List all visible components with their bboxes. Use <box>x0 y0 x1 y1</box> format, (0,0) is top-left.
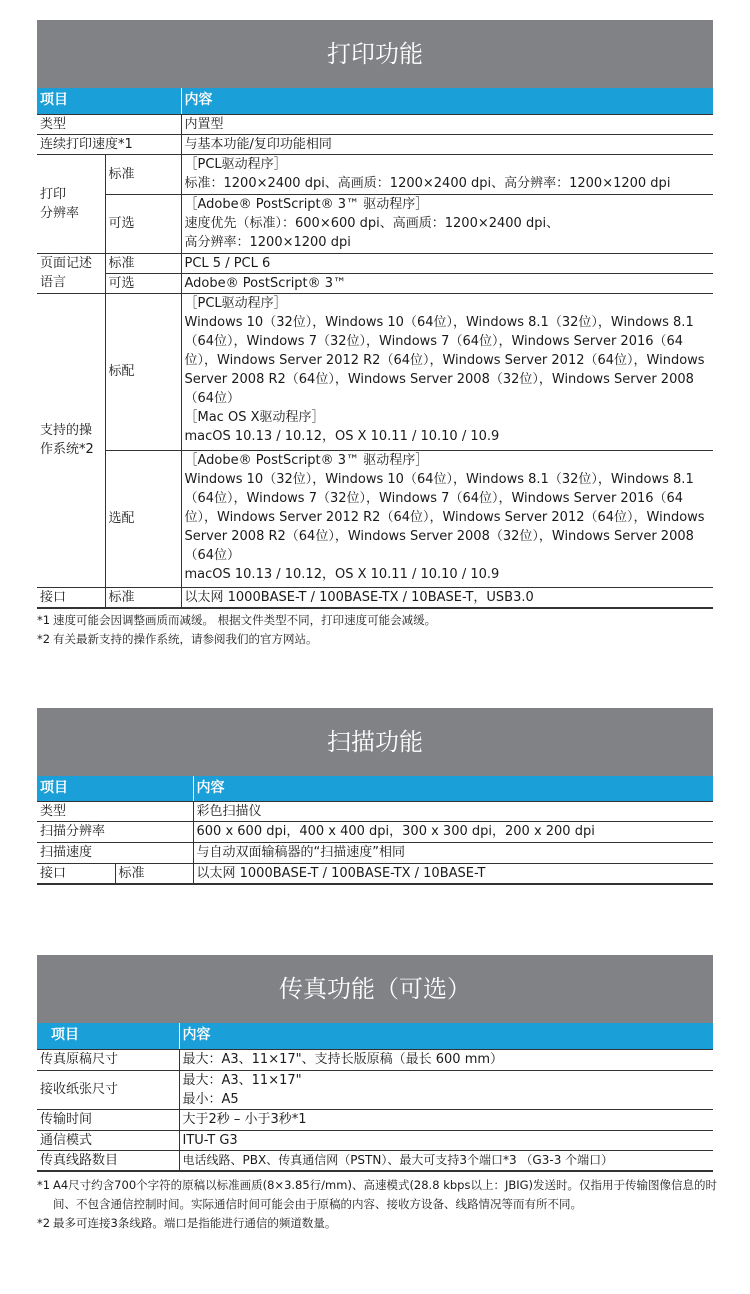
print-section-banner <box>37 20 713 88</box>
sub-label: 标准 <box>105 253 181 273</box>
table-row <box>37 273 713 293</box>
table-row <box>37 134 713 154</box>
footnote-text: 速度可能会因调整画质而减缓。 根据文件类型不同，打印速度可能会减缓。 <box>53 613 437 627</box>
row-value: 600 x 600 dpi，400 x 400 dpi，300 x 300 dpi，200 x 200 dpi <box>193 821 713 842</box>
row-label: 接口 <box>37 863 115 884</box>
pdl-label <box>37 253 105 293</box>
value-line: ［PCL驱动程序］ <box>184 295 287 311</box>
row-value: 最大：A3、11×17"、支持长版原稿（最长 600 mm） <box>179 1049 713 1070</box>
table-row <box>37 821 713 842</box>
row-value: 内置型 <box>181 114 713 134</box>
sub-label: 标配 <box>105 293 181 450</box>
value-line: 最小：A5 <box>182 1091 239 1107</box>
label-line: 支持的操 <box>40 423 93 438</box>
row-value <box>181 194 713 253</box>
value-line: ［Adobe® PostScript® 3™ 驱动程序］ <box>184 452 429 468</box>
footnote-text: 有关最新支持的操作系统，请参阅我们的官方网站。 <box>53 632 318 646</box>
label-line: 页面记述 <box>40 256 93 271</box>
sub-label: 可选 <box>105 194 181 253</box>
header-item: 项目 <box>37 1023 179 1049</box>
value-line: macOS 10.13 / 10.12，OS X 10.11 / 10.10 / 10.9 <box>184 566 500 582</box>
footnote <box>37 1176 717 1214</box>
table-header-row <box>37 88 713 114</box>
header-content: 内容 <box>181 88 713 114</box>
value-line: ［Adobe® PostScript® 3™ 驱动程序］ <box>184 197 429 212</box>
print-notes <box>37 611 717 649</box>
sub-label: 选配 <box>105 450 181 587</box>
row-value: 以太网 1000BASE-T / 100BASE-TX / 10BASE-T，USB3.0 <box>181 587 713 608</box>
value-line: 标准：1200×2400 dpi、高画质：1200×2400 dpi、高分辨率：1200×1200 dpi <box>184 176 671 191</box>
table-row <box>37 1150 713 1171</box>
header-item: 项目 <box>37 776 193 801</box>
header-content: 内容 <box>193 776 713 801</box>
table-row <box>37 842 713 863</box>
row-value <box>181 450 713 587</box>
sub-label: 标准 <box>105 587 181 608</box>
footnote <box>37 611 717 630</box>
row-value: PCL 5 / PCL 6 <box>181 253 713 273</box>
row-value: 彩色扫描仪 <box>193 801 713 821</box>
row-value: 电话线路、PBX、传真通信网（PSTN）、最大可支持3个端口*3 （G3-3 个端口） <box>179 1150 713 1171</box>
footnote-text: 最多可连接3条线路。端口是指能进行通信的频道数量。 <box>53 1216 337 1230</box>
table-row <box>37 293 713 450</box>
label-line: 语言 <box>40 275 67 290</box>
fax-spec-table <box>37 1023 713 1172</box>
footnote-mark: *2 <box>37 632 51 646</box>
row-value <box>181 154 713 194</box>
row-label: 传输时间 <box>37 1109 179 1130</box>
table-row <box>37 1109 713 1130</box>
row-value: ITU-T G3 <box>179 1130 713 1150</box>
table-row <box>37 450 713 587</box>
row-label: 连续打印速度*1 <box>37 134 181 154</box>
value-line: 最大：A3、11×17" <box>182 1072 302 1088</box>
value-line: 高分辨率：1200×1200 dpi <box>184 235 351 250</box>
print-spec-table <box>37 88 713 609</box>
row-label: 传真原稿尺寸 <box>37 1049 179 1070</box>
table-row <box>37 1049 713 1070</box>
table-row <box>37 587 713 608</box>
os-list: Windows 10（32位），Windows 10（64位），Windows 8.1（32位），Windows 8.1（64位），Windows 7（32位），Windows 7（64位），Windows Server 2016（64位），Windows Server 2012 R2（64位），Windows Server 2012（64位），Windows Server 2008 R2（64位），Windows Server 2008（32位），Windows Server 2008（64位） <box>184 471 705 563</box>
value-line: ［PCL驱动程序］ <box>184 157 287 172</box>
scan-spec-table <box>37 776 713 885</box>
row-label: 接口 <box>37 587 105 608</box>
row-label: 类型 <box>37 114 181 134</box>
header-content: 内容 <box>179 1023 713 1049</box>
table-row <box>37 1070 713 1109</box>
row-value <box>179 1070 713 1109</box>
resolution-label <box>37 154 105 253</box>
row-label: 传真线路数目 <box>37 1150 179 1171</box>
row-label: 接收纸张尺寸 <box>37 1070 179 1109</box>
table-header-row <box>37 776 713 801</box>
sub-label: 标准 <box>105 154 181 194</box>
table-row <box>37 154 713 194</box>
label-line: 作系统*2 <box>40 442 94 457</box>
fax-section-title: 传真功能（可选） <box>279 975 471 1003</box>
header-item: 项目 <box>37 88 181 114</box>
print-section-title: 打印功能 <box>327 40 423 68</box>
row-label: 类型 <box>37 801 193 821</box>
row-label: 扫描速度 <box>37 842 193 863</box>
footnote <box>37 630 717 649</box>
table-row <box>37 194 713 253</box>
sub-label: 可选 <box>105 273 181 293</box>
footnote-mark: *1 <box>37 1178 51 1192</box>
fax-section-banner <box>37 955 713 1023</box>
table-row <box>37 253 713 273</box>
row-label: 通信模式 <box>37 1130 179 1150</box>
os-list: Windows 10（32位），Windows 10（64位），Windows 8.1（32位），Windows 8.1（64位），Windows 7（32位），Windows 7（64位），Windows Server 2016（64位），Windows Server 2012 R2（64位），Windows Server 2012（64位），Windows Server 2008 R2（64位），Windows Server 2008（32位），Windows Server 2008（64位） <box>184 314 705 406</box>
os-label <box>37 293 105 587</box>
label-line: 分辨率 <box>40 205 80 221</box>
footnote-mark: *1 <box>37 613 51 627</box>
scan-section-title: 扫描功能 <box>327 728 423 756</box>
row-value: Adobe® PostScript® 3™ <box>181 273 713 293</box>
row-value: 以太网 1000BASE-T / 100BASE-TX / 10BASE-T <box>193 863 713 884</box>
table-row <box>37 863 713 884</box>
table-header-row <box>37 1023 713 1049</box>
row-value: 与自动双面输稿器的“扫描速度”相同 <box>193 842 713 863</box>
value-line: 速度优先（标准）：600×600 dpi、高画质：1200×2400 dpi、 <box>184 216 560 231</box>
row-value <box>181 293 713 450</box>
sub-label: 标准 <box>115 863 193 884</box>
table-row <box>37 1130 713 1150</box>
footnote <box>37 1214 717 1233</box>
table-row <box>37 801 713 821</box>
row-value: 与基本功能/复印功能相同 <box>181 134 713 154</box>
value-line: macOS 10.13 / 10.12，OS X 10.11 / 10.10 / 10.9 <box>184 428 500 444</box>
value-line: ［Mac OS X驱动程序］ <box>184 409 325 425</box>
label-line: 打印 <box>40 186 67 202</box>
scan-section-banner <box>37 708 713 776</box>
footnote-mark: *2 <box>37 1216 51 1230</box>
row-label: 扫描分辨率 <box>37 821 193 842</box>
footnote-text: A4尺寸约含700个字符的原稿以标准画质(8×3.85行/mm)、高速模式(28.8 kbps以上：JBIG)发送时。仅指用于传输图像信息的时间、不包含通信控制时间。实际通信时间可能会由于原稿的内容、接收方设备、线路情况等而有所不同。 <box>53 1178 718 1211</box>
table-row <box>37 114 713 134</box>
fax-notes <box>37 1176 717 1233</box>
row-value: 大于2秒 – 小于3秒*1 <box>179 1109 713 1130</box>
